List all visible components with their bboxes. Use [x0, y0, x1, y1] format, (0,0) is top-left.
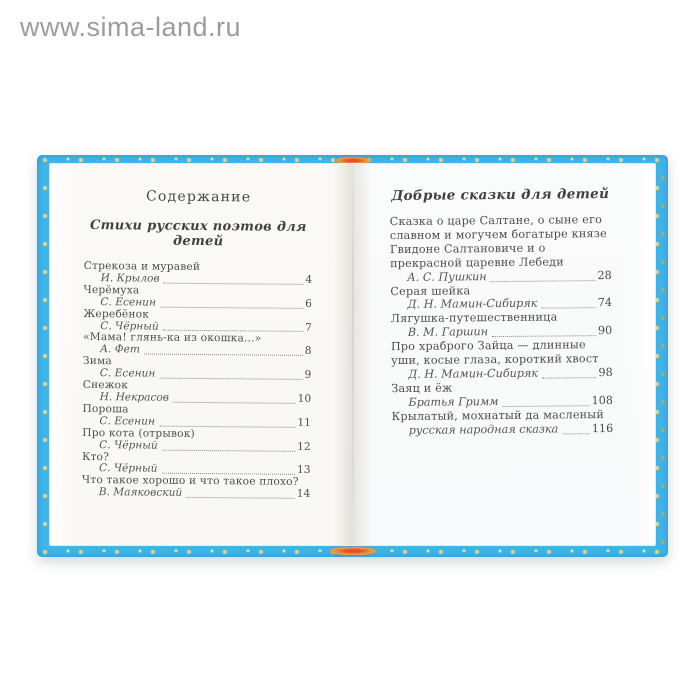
entry-author-line: [82, 487, 311, 501]
entry-title: Стрекоза и муравей: [83, 259, 201, 273]
dot-leader: [173, 402, 296, 404]
dot-leader: [163, 282, 303, 284]
entry-page-number: 108: [591, 393, 613, 407]
entry-page-number: 6: [305, 297, 312, 310]
entry-title: Про кота (отрывок): [82, 426, 195, 440]
entry-author-line: [82, 440, 311, 454]
entry-author-line: [391, 422, 613, 438]
entry-page-number: 14: [296, 488, 311, 501]
entry-title: Про храброго Зайца — длинные уши, косые глаза, короткий хвост: [390, 338, 599, 368]
entry-page-number: 11: [297, 416, 311, 429]
entry-page-number: 4: [305, 273, 313, 286]
toc-entry: [83, 356, 312, 382]
section-title-tales: Добрые сказки для детей: [390, 185, 609, 205]
entry-title: Заяц и ёж: [390, 381, 453, 395]
entry-author: С. Есенин: [100, 295, 157, 309]
dot-leader: [502, 405, 589, 407]
toc-entry: [390, 283, 612, 313]
watermark: www.sima-land.ru: [20, 12, 242, 42]
entry-author: русская народная сказка: [408, 422, 558, 437]
toc-entry: [83, 285, 312, 311]
book-pages: [49, 163, 656, 546]
entry-page-number: 13: [296, 464, 311, 477]
dot-leader: [492, 335, 596, 337]
entry-author: С. Есенин: [99, 367, 156, 380]
entry-author: А. Фет: [99, 343, 140, 356]
toc-entries-right: [389, 213, 613, 438]
entry-title: Пороша: [82, 402, 129, 416]
section-title-poems: Стихи русских поэтов для детей: [89, 218, 307, 250]
entry-title: Жеребёнок: [83, 307, 150, 321]
toc-entry: [83, 309, 312, 335]
entry-title: Зима: [82, 355, 113, 368]
toc-entry: [83, 380, 312, 406]
toc-entry: [391, 380, 613, 410]
dot-leader: [541, 307, 595, 309]
dot-leader: [490, 280, 595, 282]
entry-page-number: 28: [596, 268, 612, 282]
book-cover: [37, 155, 668, 557]
entry-author-line: [83, 344, 312, 358]
toc-entries-left: [82, 261, 313, 501]
dot-leader: [144, 354, 303, 356]
toc-entry: [82, 475, 311, 501]
toc-entry: [82, 451, 311, 477]
entry-author: С. Есенин: [99, 414, 156, 428]
entry-author: С. Чёрный: [99, 438, 158, 452]
dot-leader: [186, 497, 295, 499]
entry-author: С. Чёрный: [98, 462, 158, 476]
entry-page-number: 7: [304, 321, 312, 334]
right-page: [354, 164, 656, 545]
entry-author: В. М. Гаршин: [407, 325, 488, 340]
toc-entry: [389, 213, 611, 285]
entry-title: Серая шейка: [389, 283, 470, 298]
entry-author: Братья Гримм: [407, 394, 499, 409]
entry-title: Снежок: [82, 379, 129, 392]
entry-author: Д. Н. Мамин-Сибиряк: [407, 366, 538, 381]
entry-title: Что такое хорошо и что такое плохо?: [81, 474, 299, 489]
toc-entry: [390, 310, 612, 340]
entry-author: Н. Некрасов: [99, 391, 170, 404]
entry-title: Кто?: [82, 450, 110, 463]
left-page: [50, 164, 352, 545]
entry-title: Крылатый, мохнатый да масленый: [391, 407, 604, 423]
entry-author: А. С. Пушкин: [406, 269, 487, 284]
entry-author: С. Чёрный: [100, 319, 159, 333]
entry-title: Черёмуха: [83, 283, 140, 297]
toc-title: Содержание: [145, 188, 252, 206]
toc-entry: [84, 261, 313, 287]
toc-entry: [82, 404, 311, 430]
entry-page-number: 12: [297, 440, 311, 453]
entry-author: В. Маяковский: [98, 486, 183, 500]
toc-entry: [390, 338, 612, 382]
entry-page-number: 8: [304, 345, 312, 358]
entry-title: Лягушка-путешественница: [390, 310, 557, 326]
entry-page-number: 90: [597, 324, 612, 338]
entry-title: Сказка о царе Салтане, о сыне его славном и могучем богатыре князе Гвидоне Салтановиче и о прекрасной царевне Лебеди: [389, 213, 607, 270]
dot-leader: [162, 449, 296, 451]
entry-author: Д. Н. Мамин-Сибиряк: [406, 297, 537, 312]
spine-ornament-bottom: [330, 547, 376, 555]
entry-page-number: 9: [304, 369, 312, 382]
dot-leader: [159, 378, 302, 380]
toc-entry: [83, 332, 312, 358]
entry-author: И. Крылов: [100, 272, 160, 285]
entry-page-number: 10: [297, 392, 312, 405]
dot-leader: [542, 377, 596, 379]
dot-leader: [160, 306, 303, 308]
toc-entry: [391, 408, 613, 438]
entry-page-number: 98: [597, 365, 613, 380]
toc-entry: [82, 428, 311, 454]
entry-page-number: 116: [591, 421, 613, 435]
dot-leader: [562, 433, 590, 434]
entry-page-number: 74: [597, 296, 612, 310]
entry-title: «Мама! глянь-ка из окошка…»: [83, 331, 262, 345]
